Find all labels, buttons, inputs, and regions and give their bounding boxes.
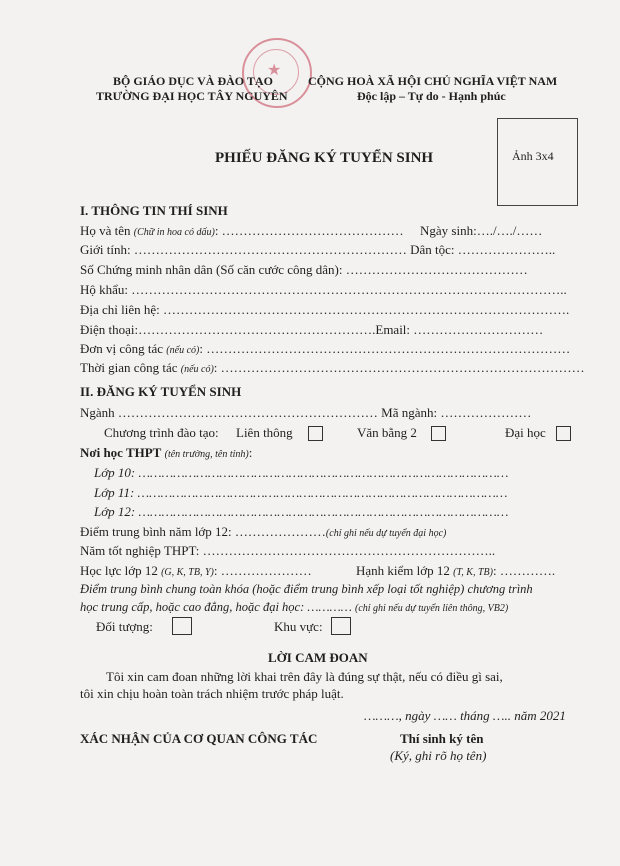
candidate-signature-label: Thí sinh ký tên bbox=[400, 731, 484, 746]
full-name-hint: (Chữ in hoa có dấu) bbox=[133, 227, 215, 238]
priority-label: Đối tượng: bbox=[96, 619, 153, 634]
overall-gpa-hint: (chỉ ghi nếu dự tuyển liên thông, VB2) bbox=[354, 603, 509, 614]
region-label: Khu vực: bbox=[274, 619, 323, 634]
university-name: TRƯỜNG ĐẠI HỌC TÂY NGUYÊN bbox=[96, 89, 288, 103]
graduation-year-field[interactable]: Năm tốt nghiệp THPT: ………………………………………………………….. bbox=[80, 543, 496, 558]
workplace-label: Đơn vị công tác bbox=[80, 341, 164, 356]
gender-ethnicity-field[interactable]: Giới tính: ……………………………………………………… Dân tộc: ………………….. bbox=[80, 242, 556, 257]
candidate-signature-hint: (Ký, ghi rõ họ tên) bbox=[390, 748, 487, 763]
pledge-line2: tôi xin chịu hoàn toàn trách nhiệm trước pháp luật. bbox=[80, 686, 344, 701]
gpa12-field[interactable] bbox=[80, 524, 446, 540]
option-dai-hoc-checkbox[interactable] bbox=[556, 426, 571, 441]
section2-heading: II. ĐĂNG KÝ TUYỂN SINH bbox=[80, 384, 242, 399]
conduct-rank-dots: : …………. bbox=[492, 563, 556, 578]
overall-gpa-label: học trung cấp, hoặc cao đẳng, hoặc đại học: ………… bbox=[80, 600, 352, 614]
work-duration-dots: : ………………………………………………………………………… bbox=[213, 360, 585, 375]
country-name: CỘNG HOÀ XÃ HỘI CHỦ NGHĨA VIỆT NAM bbox=[308, 74, 558, 88]
option-van-bang-2-label: Văn bằng 2 bbox=[357, 425, 417, 440]
conduct-rank-label: Hạnh kiểm lớp 12 bbox=[356, 563, 450, 578]
full-name-field[interactable] bbox=[80, 223, 404, 239]
gpa12-hint: (chỉ ghi nếu dự tuyển đại học) bbox=[325, 528, 447, 539]
work-duration-field[interactable] bbox=[80, 360, 585, 376]
photo-box bbox=[497, 118, 578, 206]
region-checkbox[interactable] bbox=[331, 617, 351, 635]
photo-label: Ảnh 3x4 bbox=[512, 149, 554, 163]
full-name-dots: : …………………………………… bbox=[214, 223, 404, 238]
option-lien-thong-label: Liên thông bbox=[236, 425, 293, 440]
pledge-line1: Tôi xin cam đoan những lời khai trên đây là đúng sự thật, nếu có điều gì sai, bbox=[106, 669, 503, 684]
workplace-field[interactable] bbox=[80, 341, 570, 357]
section1-heading: I. THÔNG TIN THÍ SINH bbox=[80, 203, 228, 218]
highschool-colon: : bbox=[248, 445, 253, 460]
academic-rank-field[interactable] bbox=[80, 563, 312, 579]
grade11-field[interactable]: Lớp 11: …………………………………………………………………………………… bbox=[94, 485, 508, 500]
conduct-rank-hint: (T, K, TB) bbox=[453, 567, 493, 578]
major-field[interactable]: Ngành …………………………………………………… Mã ngành: ………………… bbox=[80, 405, 532, 420]
ministry-name: BỘ GIÁO DỤC VÀ ĐÀO TẠO bbox=[113, 74, 273, 88]
grade12-field[interactable]: Lớp 12: …………………………………………………………………………………… bbox=[94, 504, 509, 519]
academic-rank-hint: (G, K, TB, Y) bbox=[161, 567, 214, 578]
conduct-rank-field[interactable] bbox=[356, 563, 555, 579]
phone-email-field[interactable]: Điện thoại:……………………………………………….Email: ………………………… bbox=[80, 322, 544, 337]
overall-gpa-line1: Điểm trung bình chung toàn khóa (hoặc điểm trung bình xếp loại tốt nghiệp) chương trình bbox=[80, 582, 533, 596]
academic-rank-label: Học lực lớp 12 bbox=[80, 563, 158, 578]
household-field[interactable]: Hộ khẩu: ……………………………………………………………………………………….. bbox=[80, 282, 567, 297]
pledge-heading: LỜI CAM ĐOAN bbox=[268, 650, 368, 665]
id-number-field[interactable]: Số Chứng minh nhân dân (Số căn cước công dân): …………………………………… bbox=[80, 262, 528, 277]
option-dai-hoc-label: Đại học bbox=[505, 425, 546, 440]
agency-confirmation-label: XÁC NHẬN CỦA CƠ QUAN CÔNG TÁC bbox=[80, 731, 318, 746]
highschool-label: Nơi học THPT bbox=[80, 445, 162, 460]
date-line[interactable]: ………, ngày …… tháng ….. năm 2021 bbox=[364, 708, 566, 723]
national-motto: Độc lập – Tự do - Hạnh phúc bbox=[357, 89, 506, 103]
highschool-heading bbox=[80, 445, 252, 461]
program-label: Chương trình đào tạo: bbox=[104, 425, 219, 440]
work-duration-label: Thời gian công tác bbox=[80, 360, 178, 375]
option-van-bang-2-checkbox[interactable] bbox=[431, 426, 446, 441]
overall-gpa-field[interactable] bbox=[80, 600, 508, 615]
grade10-field[interactable]: Lớp 10: …………………………………………………………………………………… bbox=[94, 465, 509, 480]
address-field[interactable]: Địa chỉ liên hệ: …………………………………………………………………………………. bbox=[80, 302, 570, 317]
option-lien-thong-checkbox[interactable] bbox=[308, 426, 323, 441]
academic-rank-dots: : ………………… bbox=[213, 563, 312, 578]
workplace-dots: : ………………………………………………………………………… bbox=[199, 341, 571, 356]
workplace-hint: (nếu có) bbox=[166, 345, 200, 356]
gpa12-label: Điểm trung bình năm lớp 12: ………………… bbox=[80, 524, 326, 539]
highschool-hint: (tên trường, tên tỉnh) bbox=[164, 449, 249, 460]
full-name-label: Họ và tên bbox=[80, 223, 131, 238]
work-duration-hint: (nếu có) bbox=[180, 364, 214, 375]
priority-checkbox[interactable] bbox=[172, 617, 192, 635]
university-seal: ★ bbox=[242, 38, 312, 108]
dob-field[interactable]: Ngày sinh:…./…./…… bbox=[420, 223, 543, 238]
form-title: PHIẾU ĐĂNG KÝ TUYỂN SINH bbox=[215, 150, 434, 166]
